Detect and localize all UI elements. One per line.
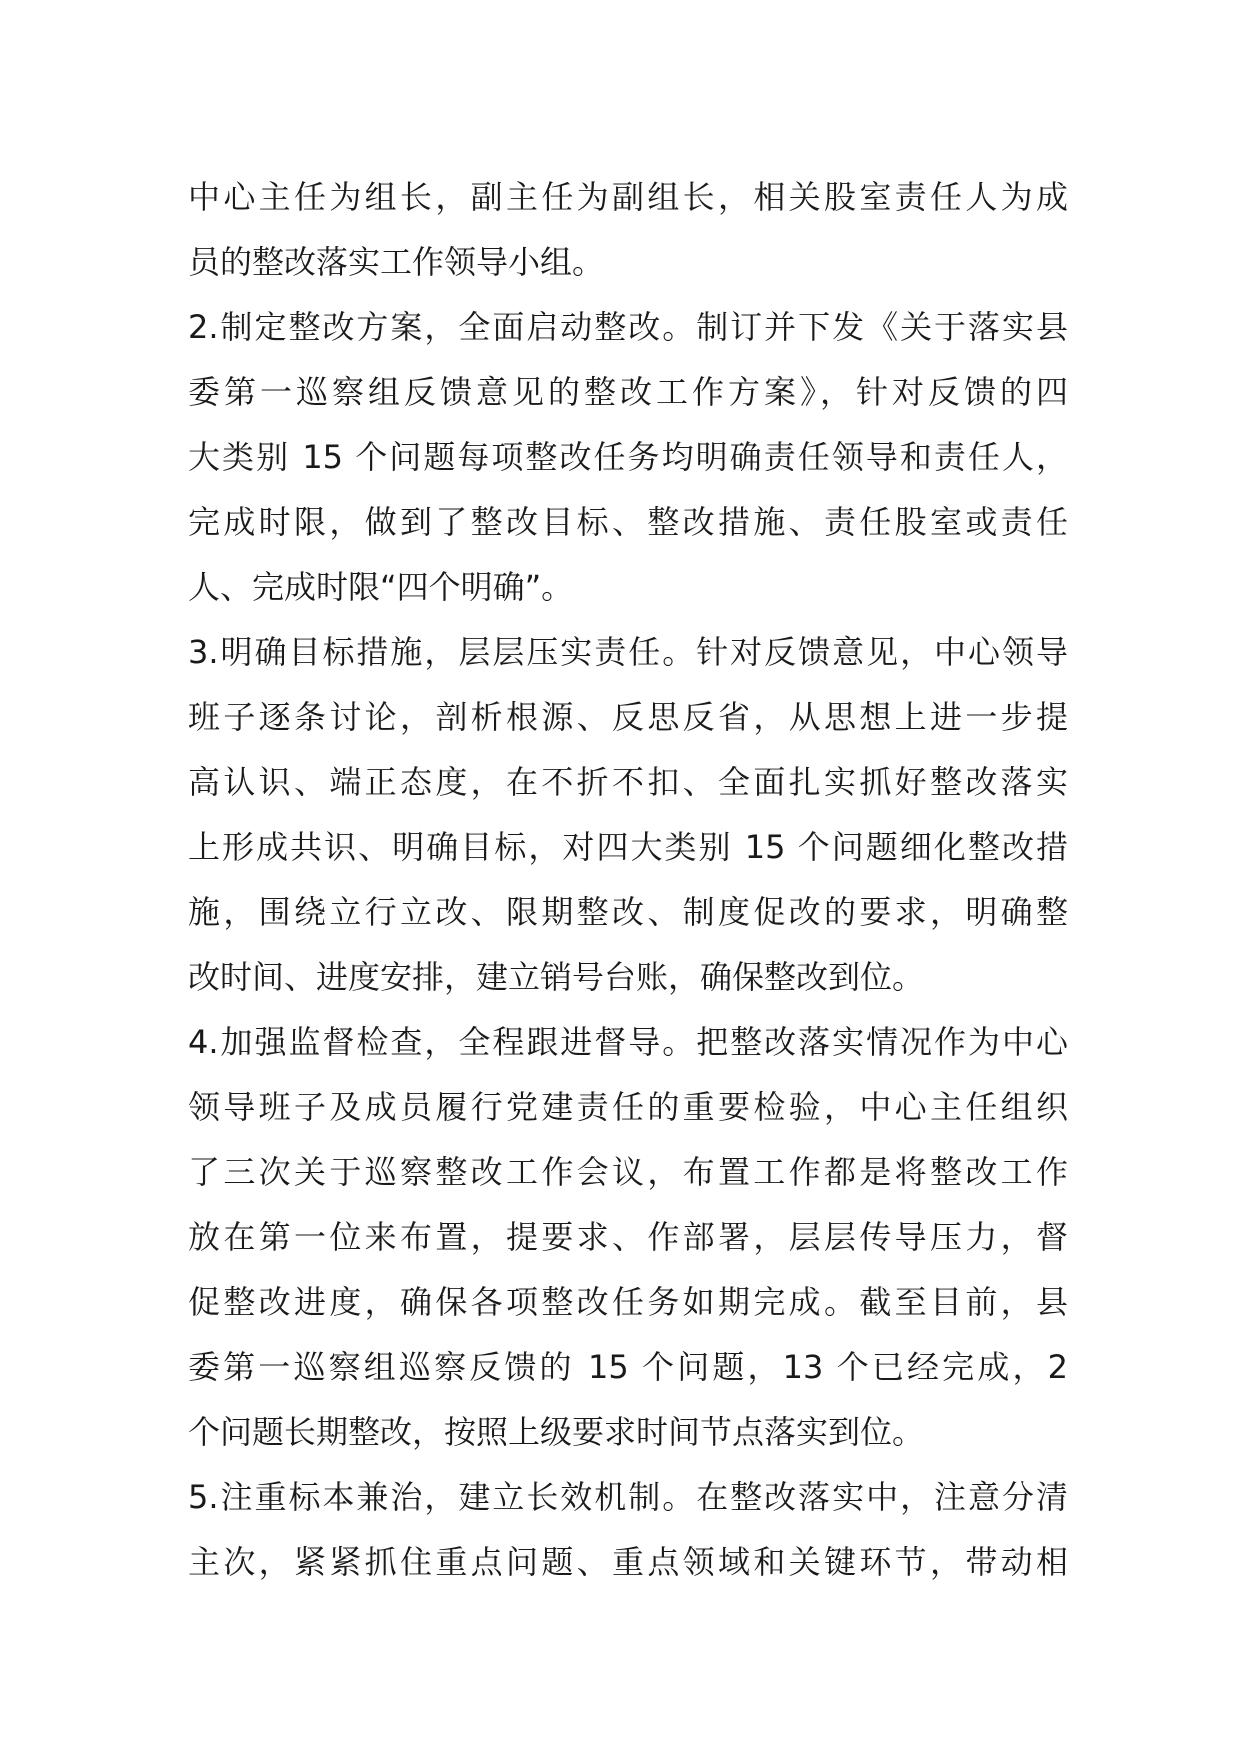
text-line: 上形成共识、明确目标，对四大类别 15 个问题细化整改措: [188, 828, 1068, 866]
text-line: 了三次关于巡察整改工作会议，布置工作都是将整改工作: [188, 1153, 1068, 1191]
text-line: 大类别 15 个问题每项整改任务均明确责任领导和责任人，: [188, 438, 1068, 476]
body-text: [188, 165, 1068, 1595]
text-line: 2.制定整改方案，全面启动整改。制订并下发《关于落实县: [188, 308, 1068, 346]
text-line: 完成时限，做到了整改目标、整改措施、责任股室或责任: [188, 503, 1068, 541]
text-line: 主次，紧紧抓住重点问题、重点领域和关键环节，带动相: [188, 1543, 1068, 1581]
text-line: 委第一巡察组反馈意见的整改工作方案》，针对反馈的四: [188, 373, 1068, 411]
text-line: 改时间、进度安排，建立销号台账，确保整改到位。: [188, 958, 925, 996]
text-line: 领导班子及成员履行党建责任的重要检验，中心主任组织: [188, 1088, 1068, 1126]
text-line: 3.明确目标措施，层层压实责任。针对反馈意见，中心领导: [188, 633, 1068, 671]
text-line: 委第一巡察组巡察反馈的 15 个问题，13 个已经完成，2: [188, 1348, 1068, 1386]
text-line: 施，围绕立行立改、限期整改、制度促改的要求，明确整: [188, 893, 1068, 931]
text-line: 员的整改落实工作领导小组。: [188, 243, 605, 281]
text-line: 班子逐条讨论，剖析根源、反思反省，从思想上进一步提: [188, 698, 1068, 736]
text-line: 高认识、端正态度，在不折不扣、全面扎实抓好整改落实: [188, 763, 1068, 801]
text-line: 放在第一位来布置，提要求、作部署，层层传导压力，督: [188, 1218, 1068, 1256]
text-line: 4.加强监督检查，全程跟进督导。把整改落实情况作为中心: [188, 1023, 1068, 1061]
text-line: 人、完成时限“四个明确”。: [188, 568, 574, 606]
text-line: 个问题长期整改，按照上级要求时间节点落实到位。: [188, 1413, 925, 1451]
text-line: 中心主任为组长，副主任为副组长，相关股室责任人为成: [188, 178, 1068, 216]
text-line: 促整改进度，确保各项整改任务如期完成。截至目前，县: [188, 1283, 1068, 1321]
text-line: 5.注重标本兼治，建立长效机制。在整改落实中，注意分清: [188, 1478, 1068, 1516]
